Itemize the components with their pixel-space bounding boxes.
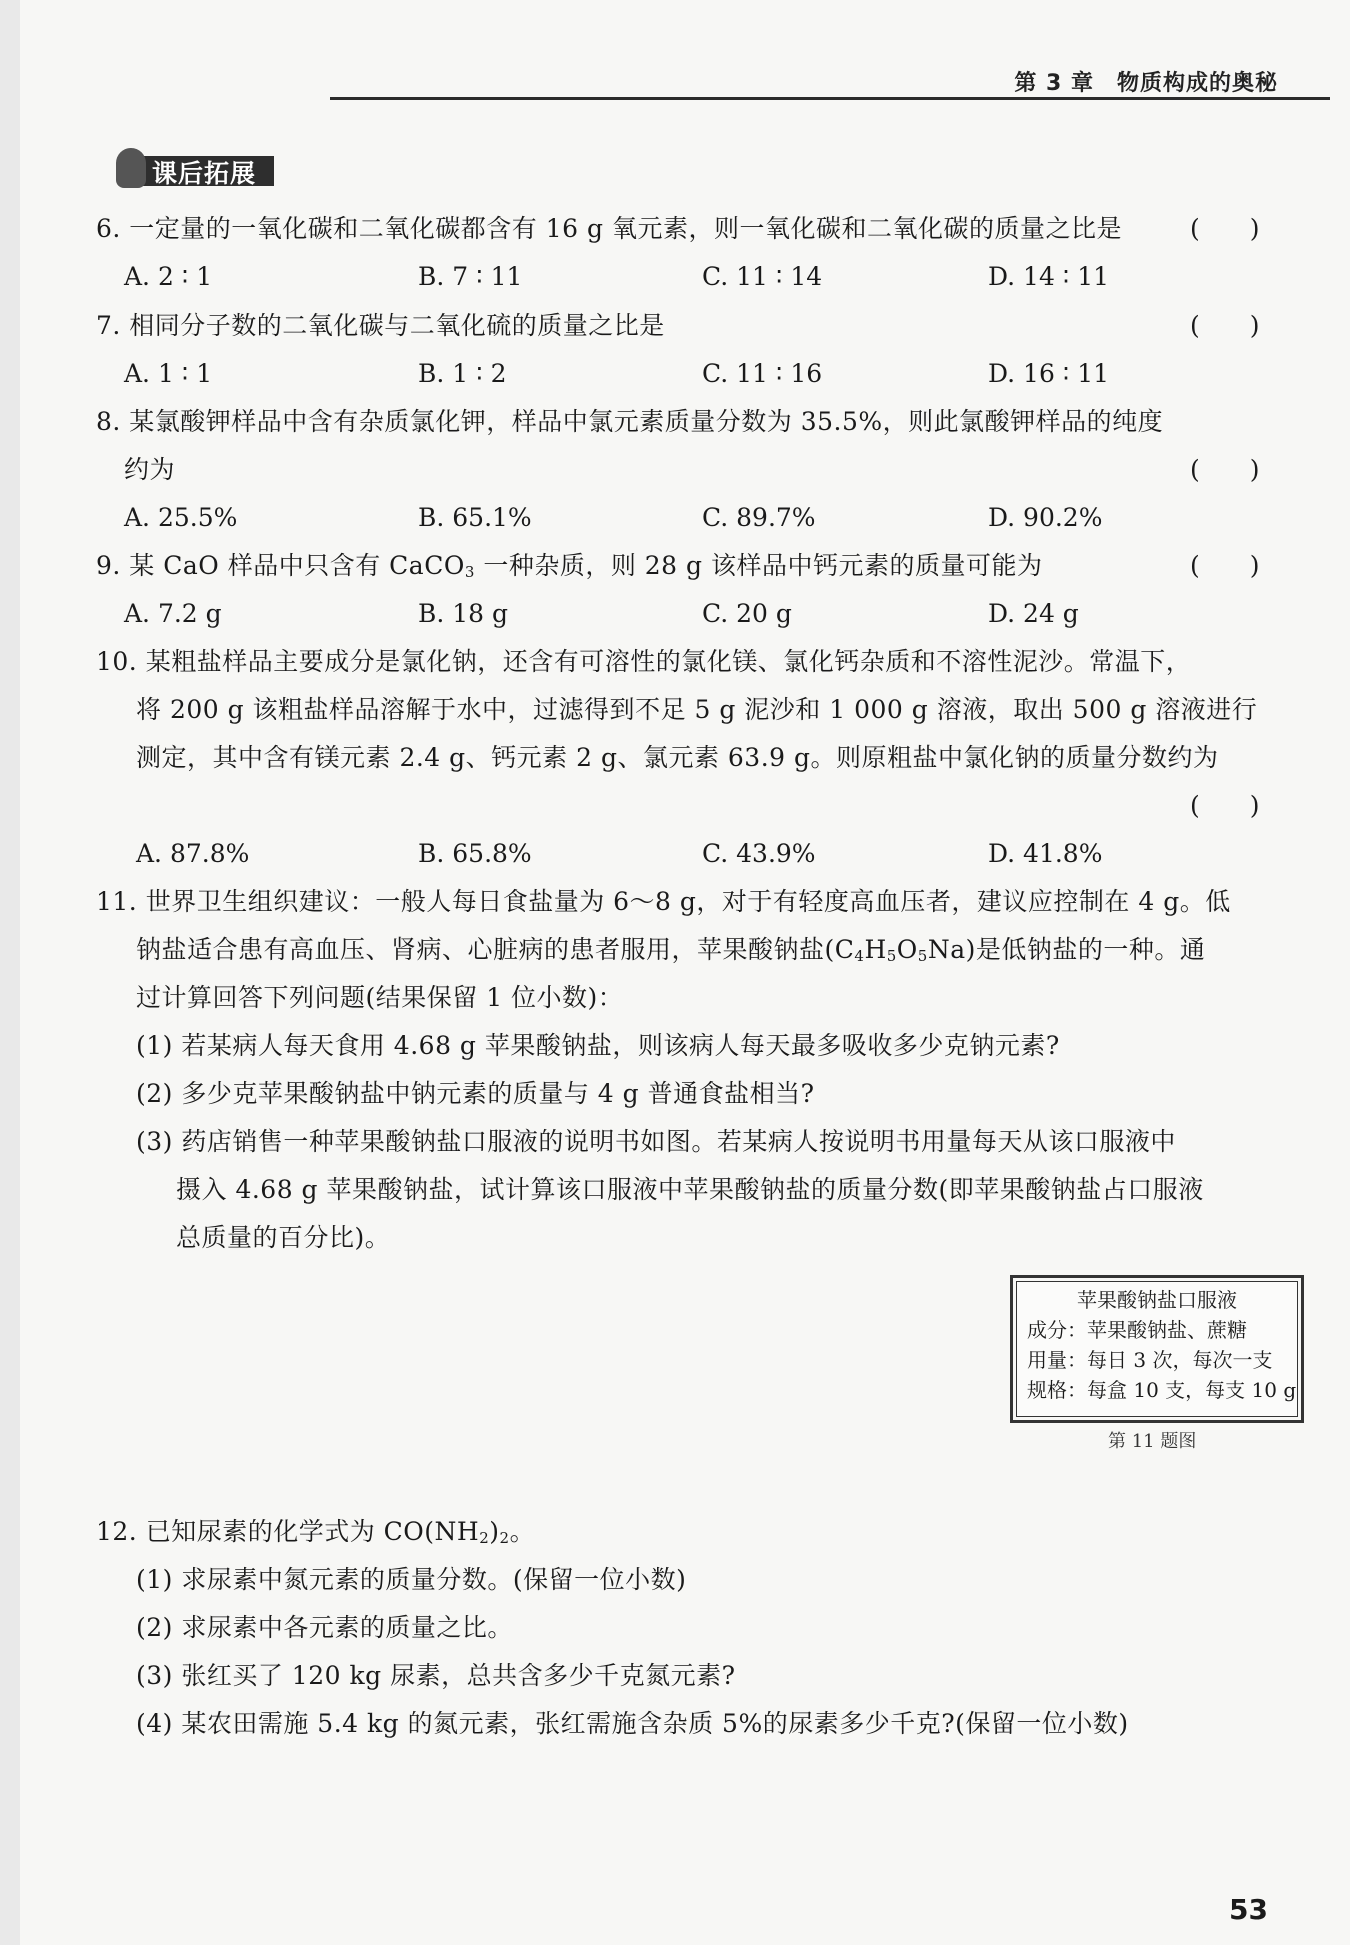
chapter-header: 第 3 章 物质构成的奥秘 xyxy=(1014,71,1278,96)
q12-part-4: (4) 某农田需施 5.4 kg 的氮元素，张红需施含杂质 5%的尿素多少千克?(保留一位小数) xyxy=(136,1709,1129,1738)
q7-option-a: A. 1 ∶ 1 xyxy=(124,359,213,388)
q9-answer-paren: ( ) xyxy=(1190,551,1260,580)
q11-stem-line3: 过计算回答下列问题(结果保留 1 位小数)： xyxy=(136,983,624,1012)
section-tag xyxy=(116,148,276,190)
q11-formula-h: H xyxy=(864,935,887,964)
q9-stem-part-a: 9. 某 CaO 样品中只含有 CaCO xyxy=(96,551,465,580)
q11-stem-line1: 11. 世界卫生组织建议：一般人每日食盐量为 6～8 g，对于有轻度高血压者，建议应控制在 4 g。低 xyxy=(96,887,1231,916)
q8-stem-line1: 8. 某氯酸钾样品中含有杂质氯化钾，样品中氯元素质量分数为 35.5%，则此氯酸钾样品的纯度 xyxy=(96,407,1164,436)
q12-part-1: (1) 求尿素中氮元素的质量分数。(保留一位小数) xyxy=(136,1565,687,1594)
q9-option-c: C. 20 g xyxy=(702,599,792,628)
q11-part-3-line3: 总质量的百分比)。 xyxy=(176,1223,391,1252)
q12-stem xyxy=(96,1515,535,1549)
q11-stem-line2 xyxy=(136,933,1205,967)
q9-stem xyxy=(96,549,1042,583)
q12-part-2: (2) 求尿素中各元素的质量之比。 xyxy=(136,1613,513,1642)
q9-stem-subscript: 3 xyxy=(464,563,475,581)
q6-option-a: A. 2 ∶ 1 xyxy=(124,262,213,291)
q10-option-d: D. 41.8% xyxy=(988,839,1103,868)
q6-option-b: B. 7 ∶ 11 xyxy=(418,262,523,291)
medicine-label-box xyxy=(1010,1275,1304,1423)
page xyxy=(20,0,1350,1945)
q8-answer-paren: ( ) xyxy=(1190,455,1260,484)
q6-stem: 6. 一定量的一氧化碳和二氧化碳都含有 16 g 氧元素，则一氧化碳和二氧化碳的质量之比是 xyxy=(96,214,1122,243)
q12-stem-part-a: 12. 已知尿素的化学式为 CO(NH xyxy=(96,1517,480,1546)
q7-option-d: D. 16 ∶ 11 xyxy=(988,359,1110,388)
q9-option-a: A. 7.2 g xyxy=(124,599,222,628)
q10-option-a: A. 87.8% xyxy=(136,839,250,868)
q8-option-c: C. 89.7% xyxy=(702,503,816,532)
q10-option-b: B. 65.8% xyxy=(418,839,532,868)
q12-part-3: (3) 张红买了 120 kg 尿素，总共含多少千克氮元素? xyxy=(136,1661,736,1690)
q8-option-b: B. 65.1% xyxy=(418,503,532,532)
q12-stem-subscript-2: 2 xyxy=(499,1529,510,1547)
q9-option-d: D. 24 g xyxy=(988,599,1079,628)
q9-option-b: B. 18 g xyxy=(418,599,509,628)
q11-line2-part-a: 钠盐适合患有高血压、肾病、心脏病的患者服用，苹果酸钠盐(C xyxy=(136,935,855,964)
q11-line2-part-b: Na)是低钠盐的一种。通 xyxy=(927,935,1206,964)
label-dosage: 用量：每日 3 次，每次一支 xyxy=(1027,1348,1273,1372)
q12-stem-part-b: ) xyxy=(489,1517,500,1546)
q8-stem-line2: 约为 xyxy=(124,455,176,484)
label-spec: 规格：每盒 10 支，每支 10 g xyxy=(1027,1378,1297,1402)
q11-formula-o: O xyxy=(896,935,918,964)
q10-option-c: C. 43.9% xyxy=(702,839,816,868)
q11-part-3-line1: (3) 药店销售一种苹果酸钠盐口服液的说明书如图。若某病人按说明书用量每天从该口服液中 xyxy=(136,1127,1176,1156)
q12-stem-part-c: 。 xyxy=(509,1517,536,1546)
lightbulb-icon xyxy=(116,148,146,188)
q10-stem-line3: 测定，其中含有镁元素 2.4 g、钙元素 2 g、氯元素 63.9 g。则原粗盐中氯化钠的质量分数约为 xyxy=(136,743,1219,772)
q7-option-c: C. 11 ∶ 16 xyxy=(702,359,823,388)
label-ingredients: 成分：苹果酸钠盐、蔗糖 xyxy=(1027,1318,1247,1342)
q7-option-b: B. 1 ∶ 2 xyxy=(418,359,507,388)
q11-formula-sub-h: 5 xyxy=(886,947,897,965)
q11-formula-sub-o: 5 xyxy=(917,947,928,965)
q8-option-a: A. 25.5% xyxy=(124,503,238,532)
q11-part-3-line2: 摄入 4.68 g 苹果酸钠盐，试计算该口服液中苹果酸钠盐的质量分数(即苹果酸钠盐占口服液 xyxy=(176,1175,1204,1204)
q7-stem: 7. 相同分子数的二氧化碳与二氧化硫的质量之比是 xyxy=(96,311,665,340)
q10-stem-line2: 将 200 g 该粗盐样品溶解于水中，过滤得到不足 5 g 泥沙和 1 000 g 溶液，取出 500 g 溶液进行 xyxy=(136,695,1258,724)
q11-part-2: (2) 多少克苹果酸钠盐中钠元素的质量与 4 g 普通食盐相当? xyxy=(136,1079,815,1108)
q11-part-1: (1) 若某病人每天食用 4.68 g 苹果酸钠盐，则该病人每天最多吸收多少克钠元素? xyxy=(136,1031,1060,1060)
label-title: 苹果酸钠盐口服液 xyxy=(1077,1288,1237,1312)
q8-option-d: D. 90.2% xyxy=(988,503,1103,532)
q12-stem-subscript-1: 2 xyxy=(479,1529,490,1547)
q10-answer-paren: ( ) xyxy=(1190,791,1260,820)
q6-option-d: D. 14 ∶ 11 xyxy=(988,262,1110,291)
q7-answer-paren: ( ) xyxy=(1190,311,1260,340)
q10-stem-line1: 10. 某粗盐样品主要成分是氯化钠，还含有可溶性的氯化镁、氯化钙杂质和不溶性泥沙。常温下， xyxy=(96,647,1192,676)
q9-stem-part-b: 一种杂质，则 28 g 该样品中钙元素的质量可能为 xyxy=(474,551,1043,580)
header-rule xyxy=(330,97,1330,100)
q6-option-c: C. 11 ∶ 14 xyxy=(702,262,823,291)
section-label: 课后拓展 xyxy=(152,159,257,188)
page-number: 53 xyxy=(1229,1893,1268,1926)
q11-formula-sub-c: 4 xyxy=(854,947,865,965)
figure-caption: 第 11 题图 xyxy=(1108,1431,1197,1452)
q6-answer-paren: ( ) xyxy=(1190,214,1260,243)
